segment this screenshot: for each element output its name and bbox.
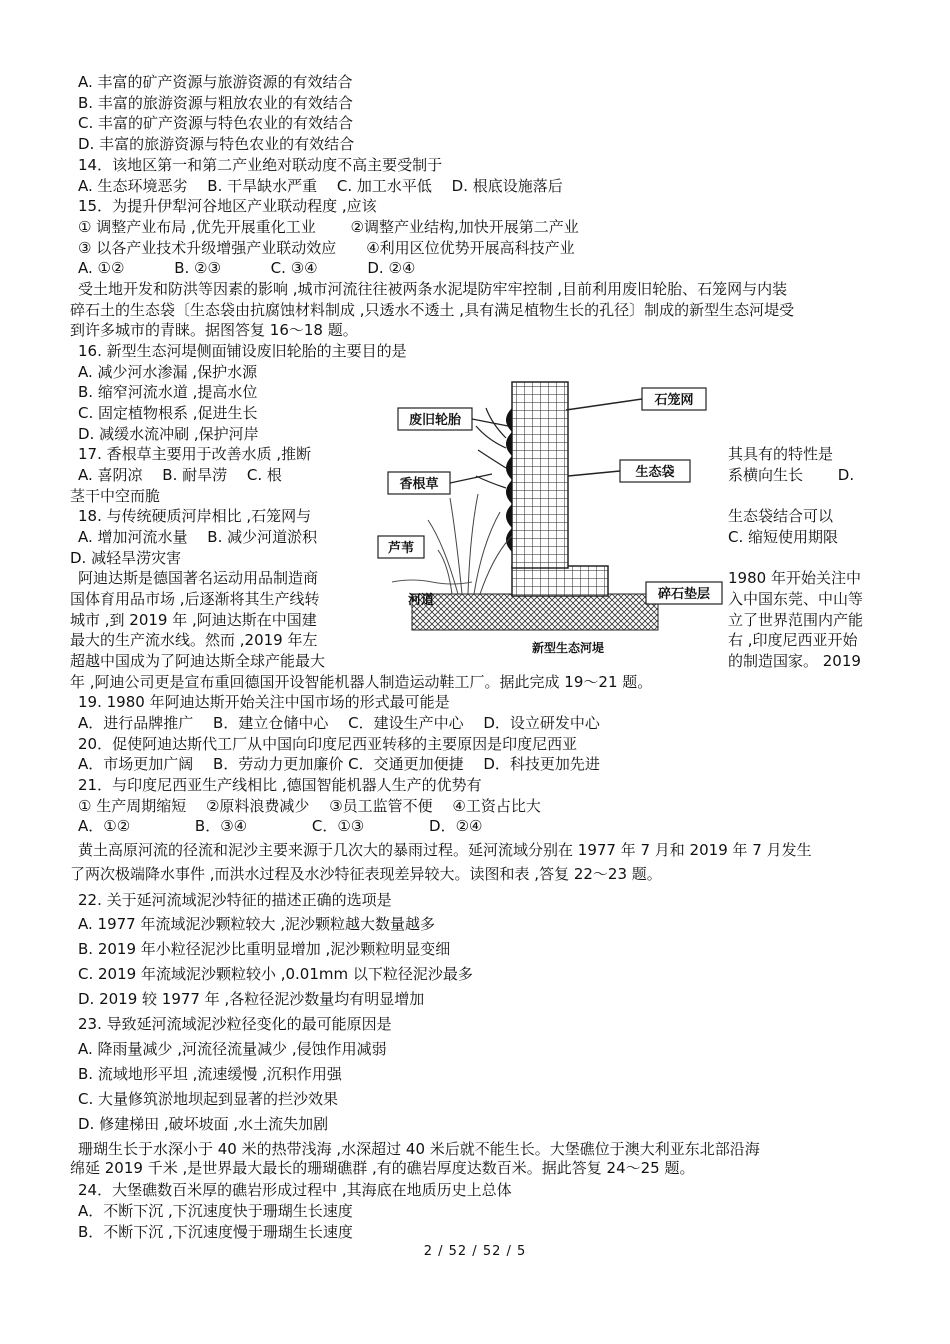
passage-19-line-1-right: 1980 年开始关注中 [728, 569, 861, 587]
q23-option-c: C. 大量修筑淤地坝起到显著的拦沙效果 [78, 1090, 339, 1108]
q17-stem: 17. 香根草主要用于改善水质 ,推断 [78, 445, 312, 463]
q16-option-d: D. 减缓水流冲刷 ,保护河岸 [78, 425, 259, 443]
passage-22-line-1: 黄土高原河流的径流和泥沙主要来源于几次大的暴雨过程。延河流域分别在 1977 年 7 月和 2019 年 7 月发生 [78, 841, 812, 859]
q22-option-d: D. 2019 较 1977 年 ,各粒径泥沙数量均有明显增加 [78, 990, 425, 1008]
q15-statements-1: ① 调整产业布局 ,优先开展重化工业 ②调整产业结构,加快开展第二产业 [78, 218, 579, 236]
q20-options: A．市场更加广阔 B．劳动力更加廉价 C．交通更加便捷 D．科技更加先进 [78, 755, 600, 773]
q18-options: A. 增加河流水量 B. 减少河道淤积 [78, 528, 318, 546]
reed-plant [428, 494, 512, 594]
gabion-lower [512, 566, 608, 596]
q18-stem: 18. 与传统硬质河岸相比 ,石笼网与 [78, 507, 312, 525]
passage-19-line-3: 城市 ,到 2019 年 ,阿迪达斯在中国建 [70, 611, 317, 629]
q17-option-d: 茎干中空而脆 [70, 487, 161, 505]
q16-option-a: A. 减少河水渗漏 ,保护水源 [78, 363, 258, 381]
q23-stem: 23. 导致延河流域泥沙粒径变化的最可能原因是 [78, 1015, 392, 1033]
page-footer: 2 / 52 / 52 / 5 [423, 1244, 527, 1259]
q17-options-right: 系横向生长 D. [728, 466, 855, 484]
passage-19-line-5-right: 的制造国家。 2019 [728, 652, 861, 670]
q14-stem: 14．该地区第一和第二产业绝对联动度不高主要受制于 [78, 156, 443, 174]
q18-option-d: D. 减轻旱涝灾害 [70, 549, 182, 567]
q21-statements: ① 生产周期缩短 ②原料浪费减少 ③员工监管不便 ④工资占比大 [78, 797, 541, 815]
q22-option-b: B. 2019 年小粒径泥沙比重明显增加 ,泥沙颗粒明显变细 [78, 940, 451, 958]
q23-option-a: A. 降雨量减少 ,河流径流量减少 ,侵蚀作用减弱 [78, 1040, 387, 1058]
passage-19-line-5: 超越中国成为了阿迪达斯全球产能最大 [70, 652, 326, 670]
q13-option-a: A. 丰富的矿产资源与旅游资源的有效结合 [78, 73, 353, 91]
gravel-bed [412, 594, 658, 630]
q17-stem-right: 其具有的特性是 [728, 445, 834, 463]
q21-options: A．①② B．③④ C．①③ D．②④ [78, 817, 483, 835]
q24-option-b: B．不断下沉 ,下沉速度慢于珊瑚生长速度 [78, 1223, 353, 1241]
passage-19-line-6: 年 ,阿迪公司更是宣布重回德国开设智能机器人制造运动鞋工厂。据此完成 19～21 题。 [70, 673, 653, 691]
q24-option-a: A．不断下沉 ,下沉速度快于珊瑚生长速度 [78, 1202, 353, 1220]
passage-19-line-3-right: 立了世界范围内产能 [728, 611, 864, 629]
label-reed: 芦苇 [387, 541, 415, 556]
q22-option-c: C. 2019 年流域泥沙颗粒较小 ,0.01mm 以下粒径泥沙最多 [78, 965, 473, 983]
q16-option-c: C. 固定植物根系 ,促进生长 [78, 404, 258, 422]
passage-19-line-2: 国体育用品市场 ,后逐渐将其生产线转 [70, 590, 320, 608]
q19-options: A．进行品牌推广 B．建立仓储中心 C．建设生产中心 D．设立研发中心 [78, 714, 600, 732]
q15-stem: 15．为提升伊犁河谷地区产业联动程度 ,应该 [78, 197, 377, 215]
passage-16-line-3: 到许多城市的青睐。据图答复 16～18 题。 [70, 321, 358, 339]
diagram-caption: 新型生态河堤 [531, 641, 605, 655]
q17-options: A. 喜阴凉 B. 耐旱涝 C. 根 [78, 466, 282, 484]
gabion-column [512, 382, 568, 568]
q21-stem: 21．与印度尼西亚生产线相比 ,德国智能机器人生产的优势有 [78, 776, 482, 794]
passage-19-line-2-right: 入中国东莞、中山等 [728, 590, 864, 608]
label-vetiver: 香根草 [399, 477, 439, 492]
eco-embankment-diagram [372, 378, 726, 660]
label-tire: 废旧轮胎 [408, 413, 462, 428]
label-river: 河道 [408, 593, 435, 608]
q23-option-b: B. 流域地形平坦 ,流速缓慢 ,沉积作用强 [78, 1065, 342, 1083]
q22-option-a: A. 1977 年流域泥沙颗粒较大 ,泥沙颗粒越大数量越多 [78, 915, 436, 933]
q15-statements-2: ③ 以各产业技术升级增强产业联动效应 ④利用区位优势开展高科技产业 [78, 239, 575, 257]
q23-option-d: D. 修建梯田 ,破坏坡面 ,水土流失加剧 [78, 1115, 329, 1133]
label-ecobag: 生态袋 [635, 465, 675, 480]
passage-16-line-2: 碎石土的生态袋〔生态袋由抗腐蚀材料制成 ,只透水不透土 ,具有满足植物生长的孔径〕制成的新型生态河堤受 [70, 301, 795, 319]
passage-24-line-2: 绵延 2019 千米 ,是世界最大最长的珊瑚礁群 ,有的礁岩厚度达数百米。据此答复 24～25 题。 [70, 1159, 695, 1177]
q18-stem-right: 生态袋结合可以 [728, 507, 834, 525]
q18-options-right: C. 缩短使用期限 [728, 528, 839, 546]
q24-stem: 24．大堡礁数百米厚的礁岩形成过程中 ,其海底在地质历史上总体 [78, 1181, 512, 1199]
q13-option-c: C. 丰富的矿产资源与特色农业的有效结合 [78, 114, 354, 132]
q14-options: A. 生态环境恶劣 B. 干旱缺水严重 C. 加工水平低 D. 根底设施落后 [78, 177, 563, 195]
passage-19-line-4-right: 右 ,印度尼西亚开始 [728, 631, 858, 649]
q15-options: A. ①② B. ②③ C. ③④ D. ②④ [78, 259, 416, 277]
q16-option-b: B. 缩窄河流水道 ,提高水位 [78, 383, 258, 401]
river-water [392, 580, 472, 584]
q16-stem: 16. 新型生态河堤侧面铺设废旧轮胎的主要目的是 [78, 342, 407, 360]
q20-stem: 20．促使阿迪达斯代工厂从中国向印度尼西亚转移的主要原因是印度尼西亚 [78, 735, 578, 753]
passage-24-line-1: 珊瑚生长于水深小于 40 米的热带浅海 ,水深超过 40 米后就不能生长。大堡礁位于澳大利亚东北部沿海 [78, 1140, 760, 1158]
tire-strip [506, 408, 512, 552]
q19-stem: 19. 1980 年阿迪达斯开始关注中国市场的形式最可能是 [78, 693, 450, 711]
passage-22-line-2: 了两次极端降水事件 ,而洪水过程及水沙特征表现差异较大。读图和表 ,答复 22～23 题。 [70, 865, 662, 883]
passage-19-line-4: 最大的生产流水线。然而 ,2019 年左 [70, 631, 318, 649]
q22-stem: 22. 关于延河流域泥沙特征的描述正确的选项是 [78, 891, 392, 909]
q13-option-b: B. 丰富的旅游资源与粗放农业的有效结合 [78, 94, 353, 112]
passage-16-line-1: 受土地开发和防洪等因素的影响 ,城市河流往往被两条水泥堤防牢牢控制 ,目前利用废旧轮胎、石笼网与内装 [78, 280, 788, 298]
passage-19-line-1: 阿迪达斯是德国著名运动用品制造商 [78, 569, 319, 587]
label-gabion: 石笼网 [654, 393, 694, 408]
label-gravel: 碎石垫层 [657, 587, 711, 602]
q13-option-d: D. 丰富的旅游资源与特色农业的有效结合 [78, 135, 355, 153]
